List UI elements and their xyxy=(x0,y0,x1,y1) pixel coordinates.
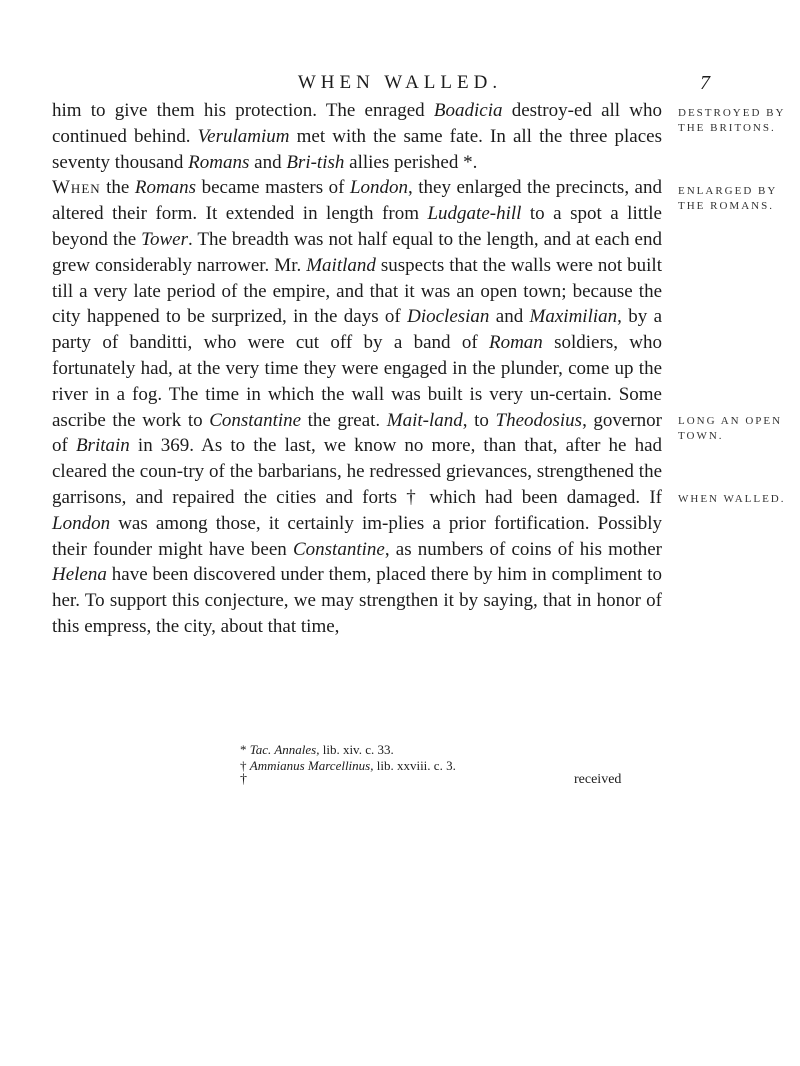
italic-name: Roman xyxy=(488,332,543,354)
text-run: . The breadth was not half equal to the length, and at each end grew considerably narrower. Mr. xyxy=(52,228,662,276)
italic-name: London xyxy=(52,512,111,534)
page-number: 7 xyxy=(700,72,710,94)
text-run: , by a party of banditti, who were cut off by a band of xyxy=(52,306,663,354)
footnote-work: Ammianus Marcellinus, xyxy=(249,758,374,773)
text-run: became masters of xyxy=(196,177,350,199)
text-run: , to xyxy=(462,409,496,431)
text-run: him to give them his protection. The enraged xyxy=(52,100,434,121)
text-run: the xyxy=(100,177,135,199)
italic-name: Romans xyxy=(134,177,197,199)
italic-name: Bri-tish xyxy=(286,151,345,173)
text-run: met with the same fate. In all the three places seventy thousand xyxy=(52,125,663,173)
footnote-ref: lib. xiv. c. 33. xyxy=(319,742,394,757)
margin-note: ENLARGED BY THE ROMANS. xyxy=(678,185,777,212)
italic-name: Helena xyxy=(52,564,107,586)
margin-note: WHEN WALLED. xyxy=(678,493,786,505)
italic-name: Ludgate-hill xyxy=(427,203,522,225)
text-run: , governor of xyxy=(52,409,663,457)
italic-name: Constantine xyxy=(292,538,385,560)
text-run: , as numbers of coins of his mother xyxy=(384,538,662,560)
paragraph-2 xyxy=(52,175,662,639)
footnote-ref: lib. xxviii. c. 3. xyxy=(373,758,456,773)
footnote-mark: † xyxy=(240,758,247,773)
text-run: was among those, it certainly im-plies a prior fortification. Possibly their founder might have been xyxy=(52,512,662,560)
text-run: and xyxy=(489,306,530,328)
italic-name: Maitland xyxy=(306,254,376,276)
italic-name: Boadicia xyxy=(433,100,503,121)
footnotes xyxy=(240,742,660,774)
text-run: have been discovered under them, placed there by him in compliment to her. To support this conjecture, we may strengthen it by saying, that in honor of this empress, the city, about that time, xyxy=(52,564,662,637)
text-run: in 369. As to the last, we know no more, than that, after he had cleared the coun-try of the barbarians, he redressed grievances, strengthened the garrisons, and repaired the cities and forts † which had been damaged. If xyxy=(52,435,662,508)
italic-name: Tower xyxy=(141,228,188,250)
catchword: received xyxy=(574,772,622,787)
text-run: suspects that the walls were not built till a very late period of the empire, and that it was an open town; because the city happened to be surprized, in the days of xyxy=(52,254,662,328)
paragraph-1 xyxy=(52,98,662,175)
footnote-mark: * xyxy=(240,742,247,757)
text-run: soldiers, who fortunately had, at the very time they were engaged in the plunder, come up the river in a fog. The time in which the wall was built is very un-certain. Some ascribe the work to xyxy=(52,332,662,431)
body-text xyxy=(52,98,662,640)
catchline xyxy=(240,772,660,788)
footnote-work: Tac. Annales, xyxy=(249,742,320,757)
text-run: , they enlarged the precincts, and altered their form. It extended in length from xyxy=(52,177,662,225)
text-run: the great. xyxy=(301,409,387,431)
margin-note: LONG AN OPEN TOWN. xyxy=(678,415,783,442)
text-run: and xyxy=(249,151,287,173)
italic-name: London xyxy=(349,177,409,199)
text-run: allies perished *. xyxy=(344,151,478,173)
text-run: destroy-ed all who continued behind. xyxy=(52,100,662,147)
italic-name: Theodosius xyxy=(495,409,583,431)
running-head: WHEN WALLED. xyxy=(297,72,503,93)
signature-mark: † xyxy=(240,772,247,787)
small-caps-lead: When xyxy=(52,177,101,199)
text-run: to a spot a little beyond the xyxy=(52,203,662,250)
italic-name: Dioclesian xyxy=(407,306,490,328)
italic-name: Maximilian xyxy=(529,306,618,328)
italic-name: Verulamium xyxy=(197,125,290,147)
italic-name: Britain xyxy=(75,435,130,457)
italic-name: Romans xyxy=(188,151,250,173)
italic-name: Mait-land xyxy=(386,409,463,431)
footnote-1 xyxy=(240,742,660,758)
margin-note: DESTROYED BY THE BRITONS. xyxy=(678,107,786,134)
italic-name: Constantine xyxy=(209,409,302,431)
